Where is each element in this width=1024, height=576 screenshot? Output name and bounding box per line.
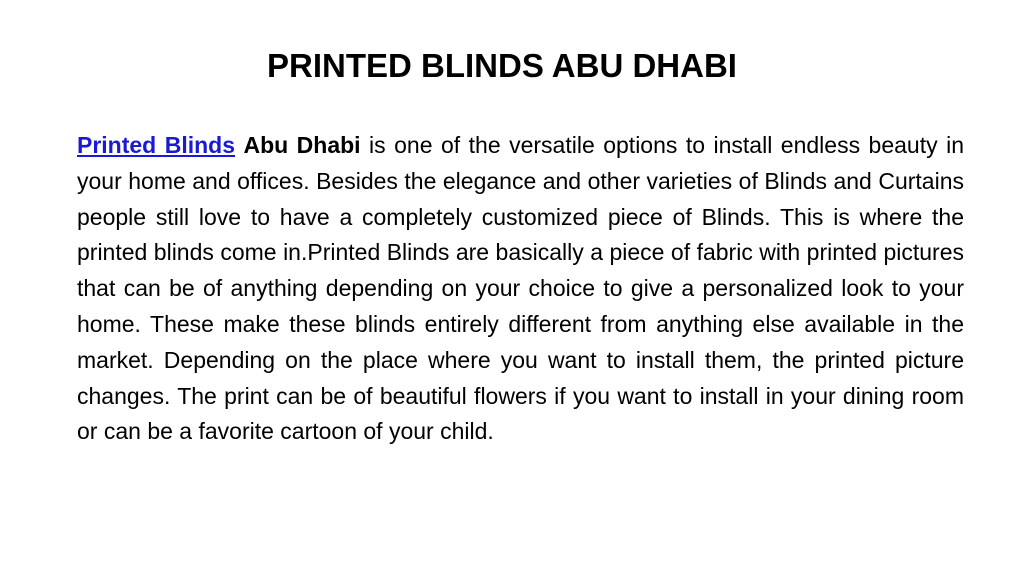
printed-blinds-link[interactable]: Printed Blinds [77, 132, 235, 158]
location-bold-text: Abu Dhabi [243, 132, 361, 158]
body-text: is one of the versatile options to install endless beauty in your home and offices. Besides the elegance and other varieties of Blinds and Curtains people still love to have a completely customized piece of Blinds. This is where the printed blinds come in.Printed Blinds are basically a piece of fabric with printed pictures that can be of anything depending on your choice to give a personalized look to your home. These make these blinds entirely different from anything else available in the market. Depending on the place where you want to install them, the printed picture changes. The print can be of beautiful flowers if you want to install in your dining room or can be a favorite cartoon of your child. [77, 132, 964, 445]
body-paragraph [77, 128, 964, 450]
slide-title: PRINTED BLINDS ABU DHABI [267, 47, 737, 84]
